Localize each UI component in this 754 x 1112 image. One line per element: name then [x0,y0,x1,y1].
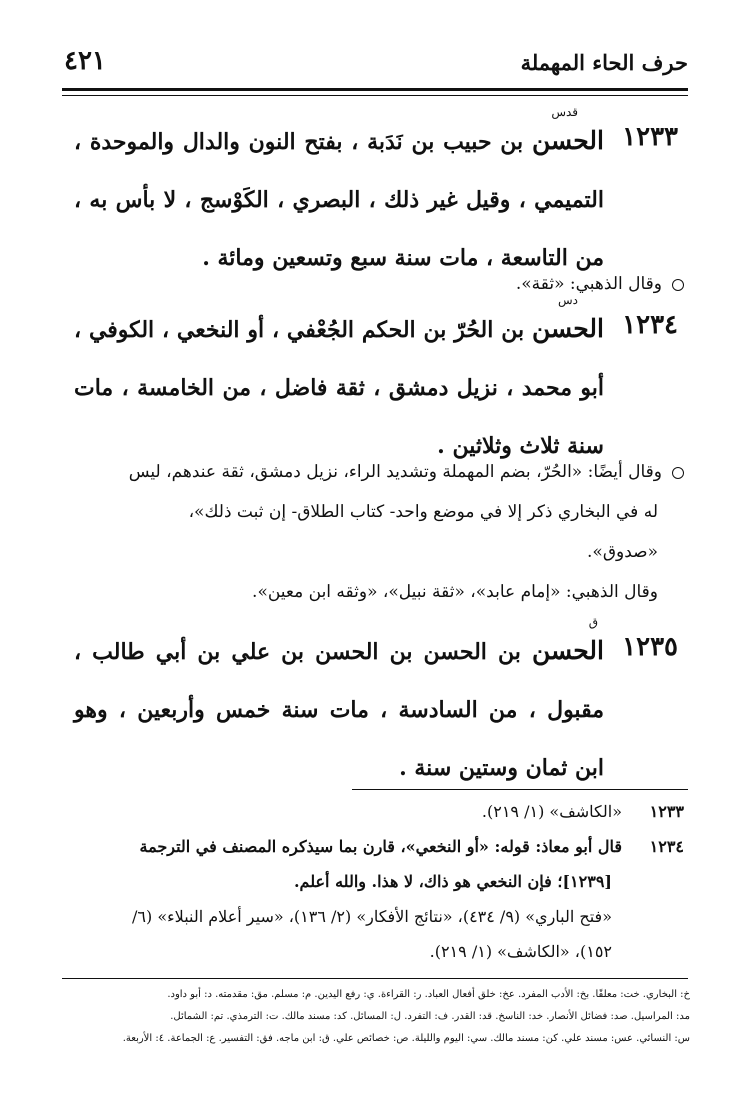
footnote-text: قال أبو معاذ: قوله: «أو النخعي»، قارن بما سيذكره المصنف في الترجمة [139,837,622,856]
entry-text: بن الحُرّ بن الحكم الجُعْفي ، أو النخعي ، الكوفي ، أبو محمد ، نزيل دمشق ، ثقة فاضل ، من الخامسة ، مات سنة ثلاث وثلاثين . [74,317,604,459]
rumuz-symbols: ق [588,615,598,629]
page-header [62,44,688,84]
footnote-text: «الكاشف» (١/ ٢١٩). [481,802,622,821]
note-line: له في البخاري ذكر إلا في موضع واحد- كتاب الطلاق- إن ثبت ذلك»، [188,502,658,522]
note-text: وقال الذهبي: «ثقة». [515,274,662,294]
footnote-1233 [74,794,684,829]
abbreviations-key [50,984,690,1050]
abbreviations-separator [62,978,688,979]
footnote-text: [١٢٣٩]؛ فإن النخعي هو ذاك، لا هذا. والله أعلم. [293,872,612,891]
note-text: وقال أيضًا: «الحُرّ، بضم المهملة وتشديد الراء، نزيل دمشق، ثقة عندهم، ليس [128,462,662,482]
entry-1234 [74,293,678,475]
footnote-text: «فتح الباري» (٩/ ٤٣٤)، «نتائج الأفكار» (٢/ ١٣٦)، «سير أعلام النبلاء» (٦/ [132,907,612,926]
entry-1235 [74,615,678,797]
footnote-separator [352,789,688,790]
entry-1233 [74,105,678,287]
abbreviations-line: س: النسائي. عس: مسند علي. كن: مسند مالك. سي: اليوم والليلة. ص: خصائص علي. ق: ابن ماجه. فق: التفسير. ع: الجماعة. ٤: الأربعة. [122,1033,690,1044]
entry-name: الحسن [531,636,604,665]
bullet-icon [672,279,684,291]
footnote-text: ١٥٢)، «الكاشف» (١/ ٢١٩). [429,942,612,961]
note-line: وقال الذهبي: «إمام عابد»، «ثقة نبيل»، «وثقه ابن معين». [252,582,658,602]
header-rule-thin [62,95,688,96]
entry-body [74,293,604,475]
note-line: «صدوق». [587,542,658,562]
entry-number: ١٢٣٣ [622,122,678,152]
bullet-icon [672,467,684,479]
header-rule-thick [62,88,688,91]
entry-name: الحسن [531,314,604,343]
note-dhahabi-1234 [74,452,684,612]
running-title: حرف الحاء المهملة [520,50,688,75]
page-number: ٤٢١ [64,46,106,76]
entry-text: بن الحسن بن الحسن بن علي بن أبي طالب ، مقبول ، من السادسة ، مات سنة خمس وأربعين ، وهو ابن ثمان وستين سنة . [74,639,604,781]
footnote-number: ١٢٣٤ [649,837,684,856]
note-line [74,452,684,492]
entry-number: ١٢٣٤ [622,310,678,340]
abbreviations-line: خ: البخاري. خت: معلقًا. بخ: الأدب المفرد. عخ: خلق أفعال العباد. ر: القراءة. ي: رفع اليدين. م: مسلم. مق: مقدمته. د: أبو داود. [167,989,690,1000]
entry-name: الحسن [531,126,604,155]
footnote-number: ١٢٣٣ [649,802,684,821]
footnote-1234 [74,829,684,969]
rumuz-symbols: دس [558,293,578,307]
entry-body [74,105,604,287]
rumuz-symbols: قدس [551,105,578,119]
entry-body [74,615,604,797]
entry-text: بن حبيب بن نَدَبة ، بفتح النون والدال والموحدة ، التميمي ، وقيل غير ذلك ، البصري ، الكَوْسج ، لا بأس به ، من التاسعة ، مات سنة سبع وتسعين ومائة . [74,129,604,271]
abbreviations-line: مد: المراسيل. صد: فضائل الأنصار. خد: الناسخ. قد: القدر. ف: التفرد. ل: المسائل. كد: مسند مالك. ت: الترمذي. تم: الشمائل. [170,1011,690,1022]
entry-number: ١٢٣٥ [622,632,678,662]
note-dhahabi-1233 [74,264,684,307]
